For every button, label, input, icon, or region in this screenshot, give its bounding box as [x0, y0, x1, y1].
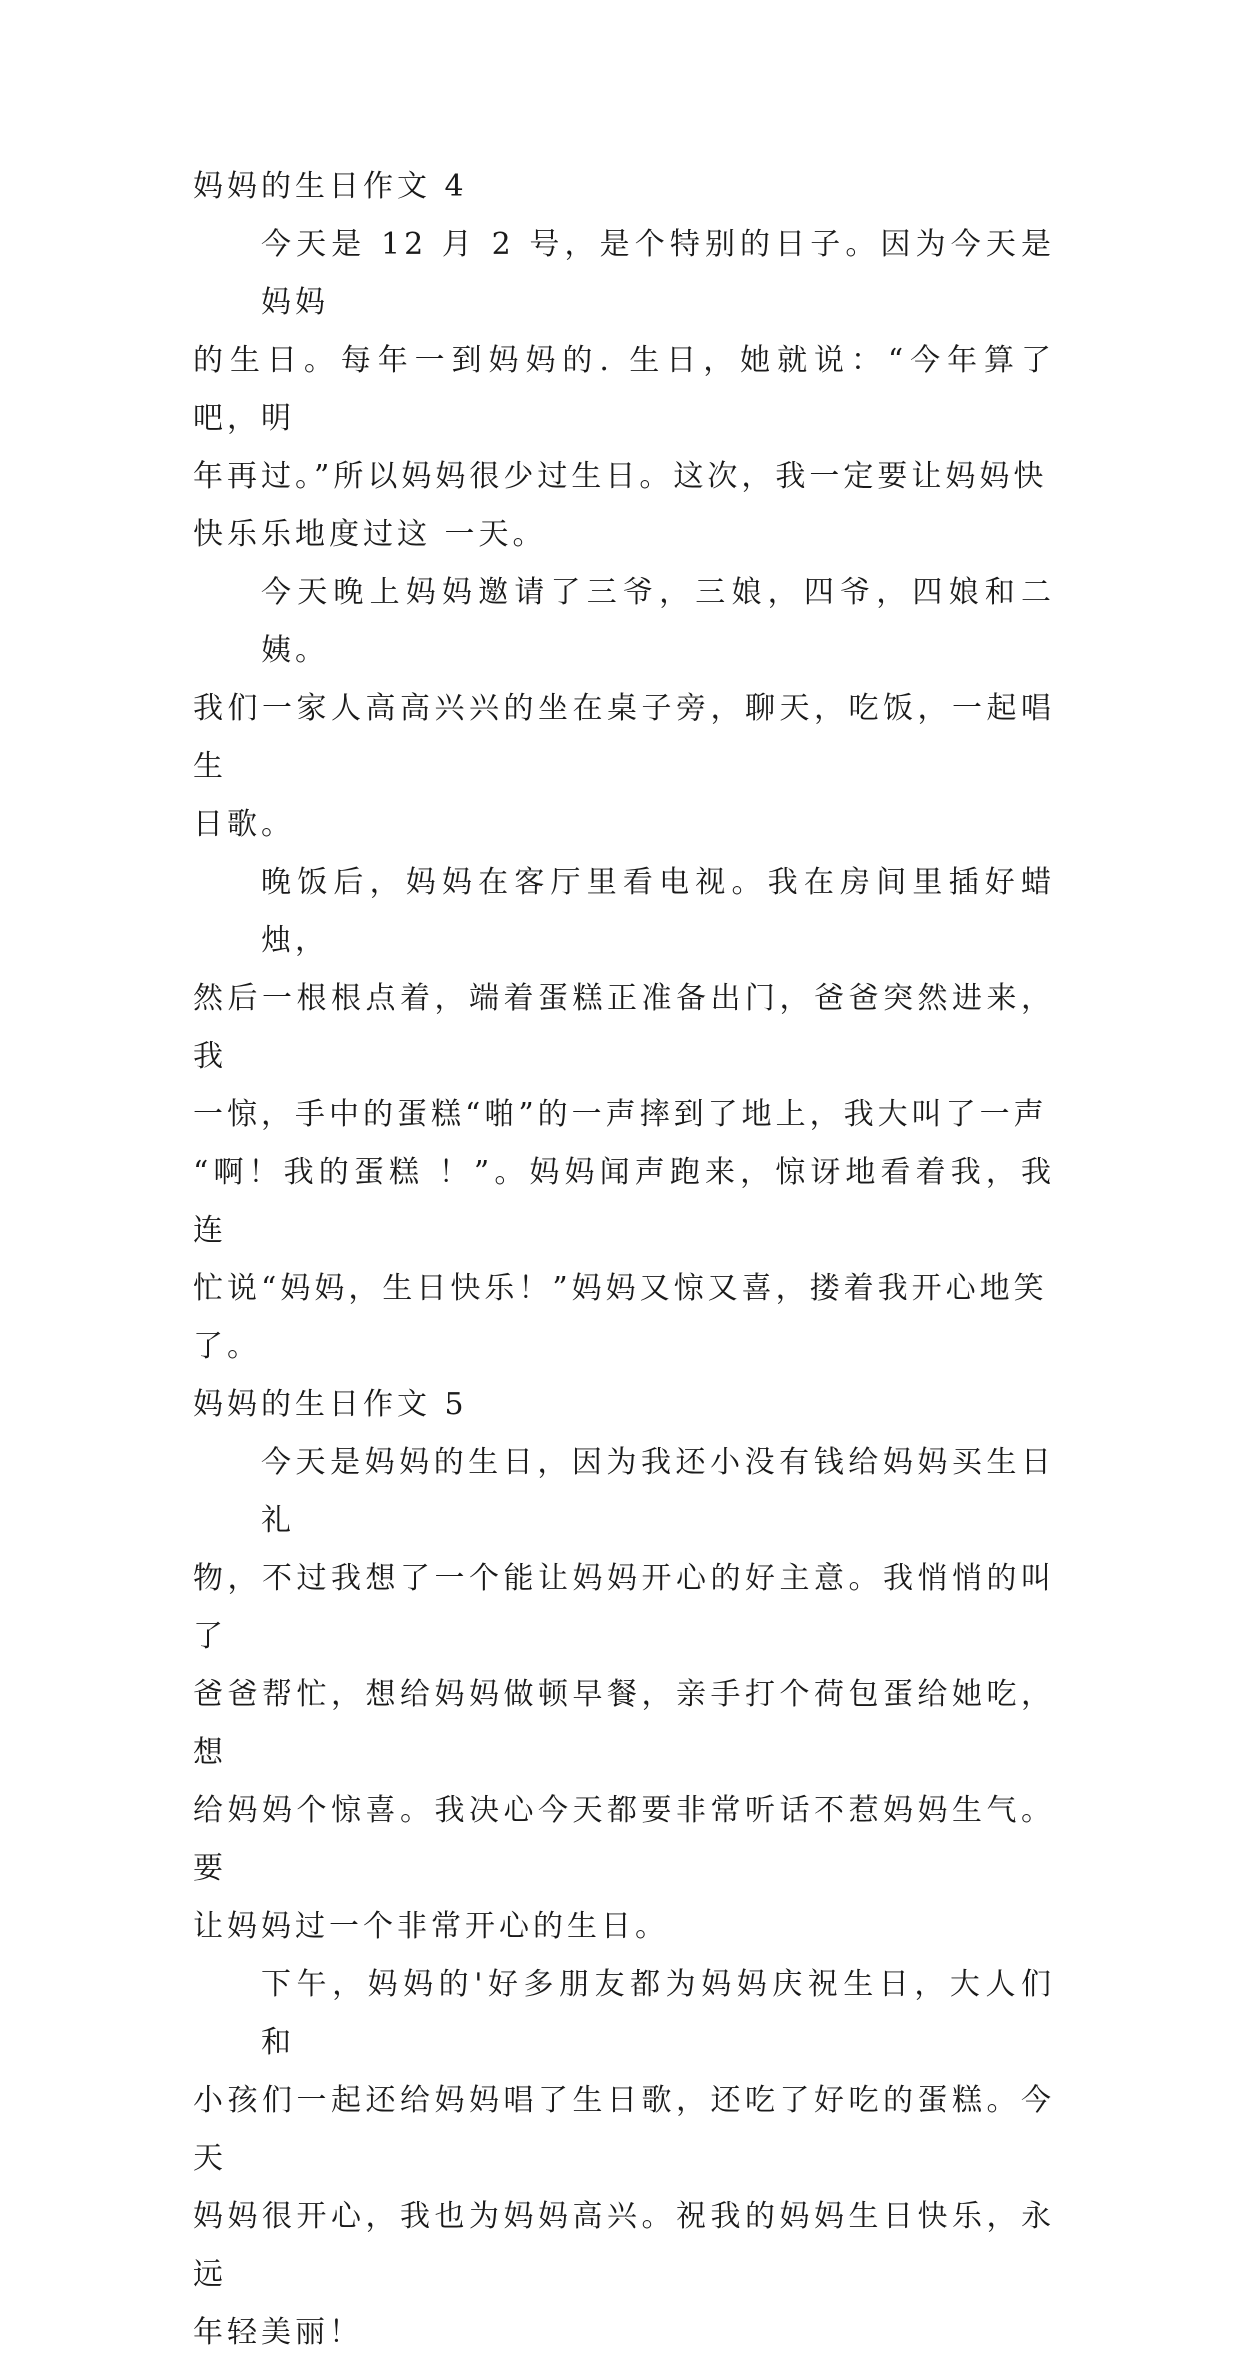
- paragraph-line: 给妈妈个惊喜。我决心今天都要非常听话不惹妈妈生气。要: [193, 1793, 1055, 1886]
- document-page: [193, 158, 1055, 2362]
- section-title: 妈妈的生日作文 4: [193, 169, 468, 204]
- paragraph-line: 让妈妈过一个非常开心的生日。: [193, 1909, 669, 1944]
- paragraph-line: 今天晚上妈妈邀请了三爷，三娘，四爷，四娘和二姨。: [261, 575, 1055, 668]
- paragraph-line: 年轻美丽！: [193, 2315, 363, 2350]
- section-title: 妈妈的生日作文 5: [193, 1387, 468, 1422]
- paragraph-line: 日歌。: [193, 807, 295, 842]
- paragraph-line: 妈妈很开心，我也为妈妈高兴。祝我的妈妈生日快乐，永远: [193, 2199, 1055, 2292]
- paragraph-line: “啊！我的蛋糕 ！”。妈妈闻声跑来，惊讶地看着我，我连: [193, 1155, 1055, 1248]
- paragraph-line: 然后一根根点着，端着蛋糕正准备出门，爸爸突然进来，我: [193, 981, 1055, 1074]
- paragraph-line: 我们一家人高高兴兴的坐在桌子旁，聊天，吃饭，一起唱生: [193, 691, 1055, 784]
- paragraph-line: 小孩们一起还给妈妈唱了生日歌，还吃了好吃的蛋糕。今天: [193, 2083, 1055, 2176]
- paragraph-line: 忙说“妈妈，生日快乐！”妈妈又惊又喜，搂着我开心地笑: [193, 1271, 1048, 1306]
- paragraph: [193, 1956, 1055, 2362]
- paragraph: [193, 854, 1055, 1376]
- paragraph-line: 了。: [193, 1329, 261, 1364]
- paragraph-line: 今天是妈妈的生日，因为我还小没有钱给妈妈买生日礼: [261, 1445, 1055, 1538]
- paragraph-line: 的生日。每年一到妈妈的. 生日，她就说：“今年算了吧，明: [193, 343, 1055, 436]
- paragraph-line: 爸爸帮忙，想给妈妈做顿早餐，亲手打个荷包蛋给她吃，想: [193, 1677, 1055, 1770]
- paragraph-line: 一惊，手中的蛋糕“啪”的一声摔到了地上，我大叫了一声: [193, 1097, 1048, 1132]
- paragraph-line: 晚饭后，妈妈在客厅里看电视。我在房间里插好蜡烛，: [261, 865, 1055, 958]
- paragraph-line: 下午，妈妈的'好多朋友都为妈妈庆祝生日，大人们和: [261, 1967, 1055, 2060]
- paragraph: [193, 564, 1055, 854]
- paragraph-line: 今天是 12 月 2 号，是个特别的日子。因为今天是妈妈: [261, 227, 1055, 320]
- paragraph-line: 年再过。”所以妈妈很少过生日。这次，我一定要让妈妈快: [193, 459, 1048, 494]
- paragraph-line: 快乐乐地度过这 一天。: [193, 517, 547, 552]
- paragraph-line: 物，不过我想了一个能让妈妈开心的好主意。我悄悄的叫了: [193, 1561, 1055, 1654]
- paragraph: [193, 1434, 1055, 1956]
- paragraph: [193, 216, 1055, 564]
